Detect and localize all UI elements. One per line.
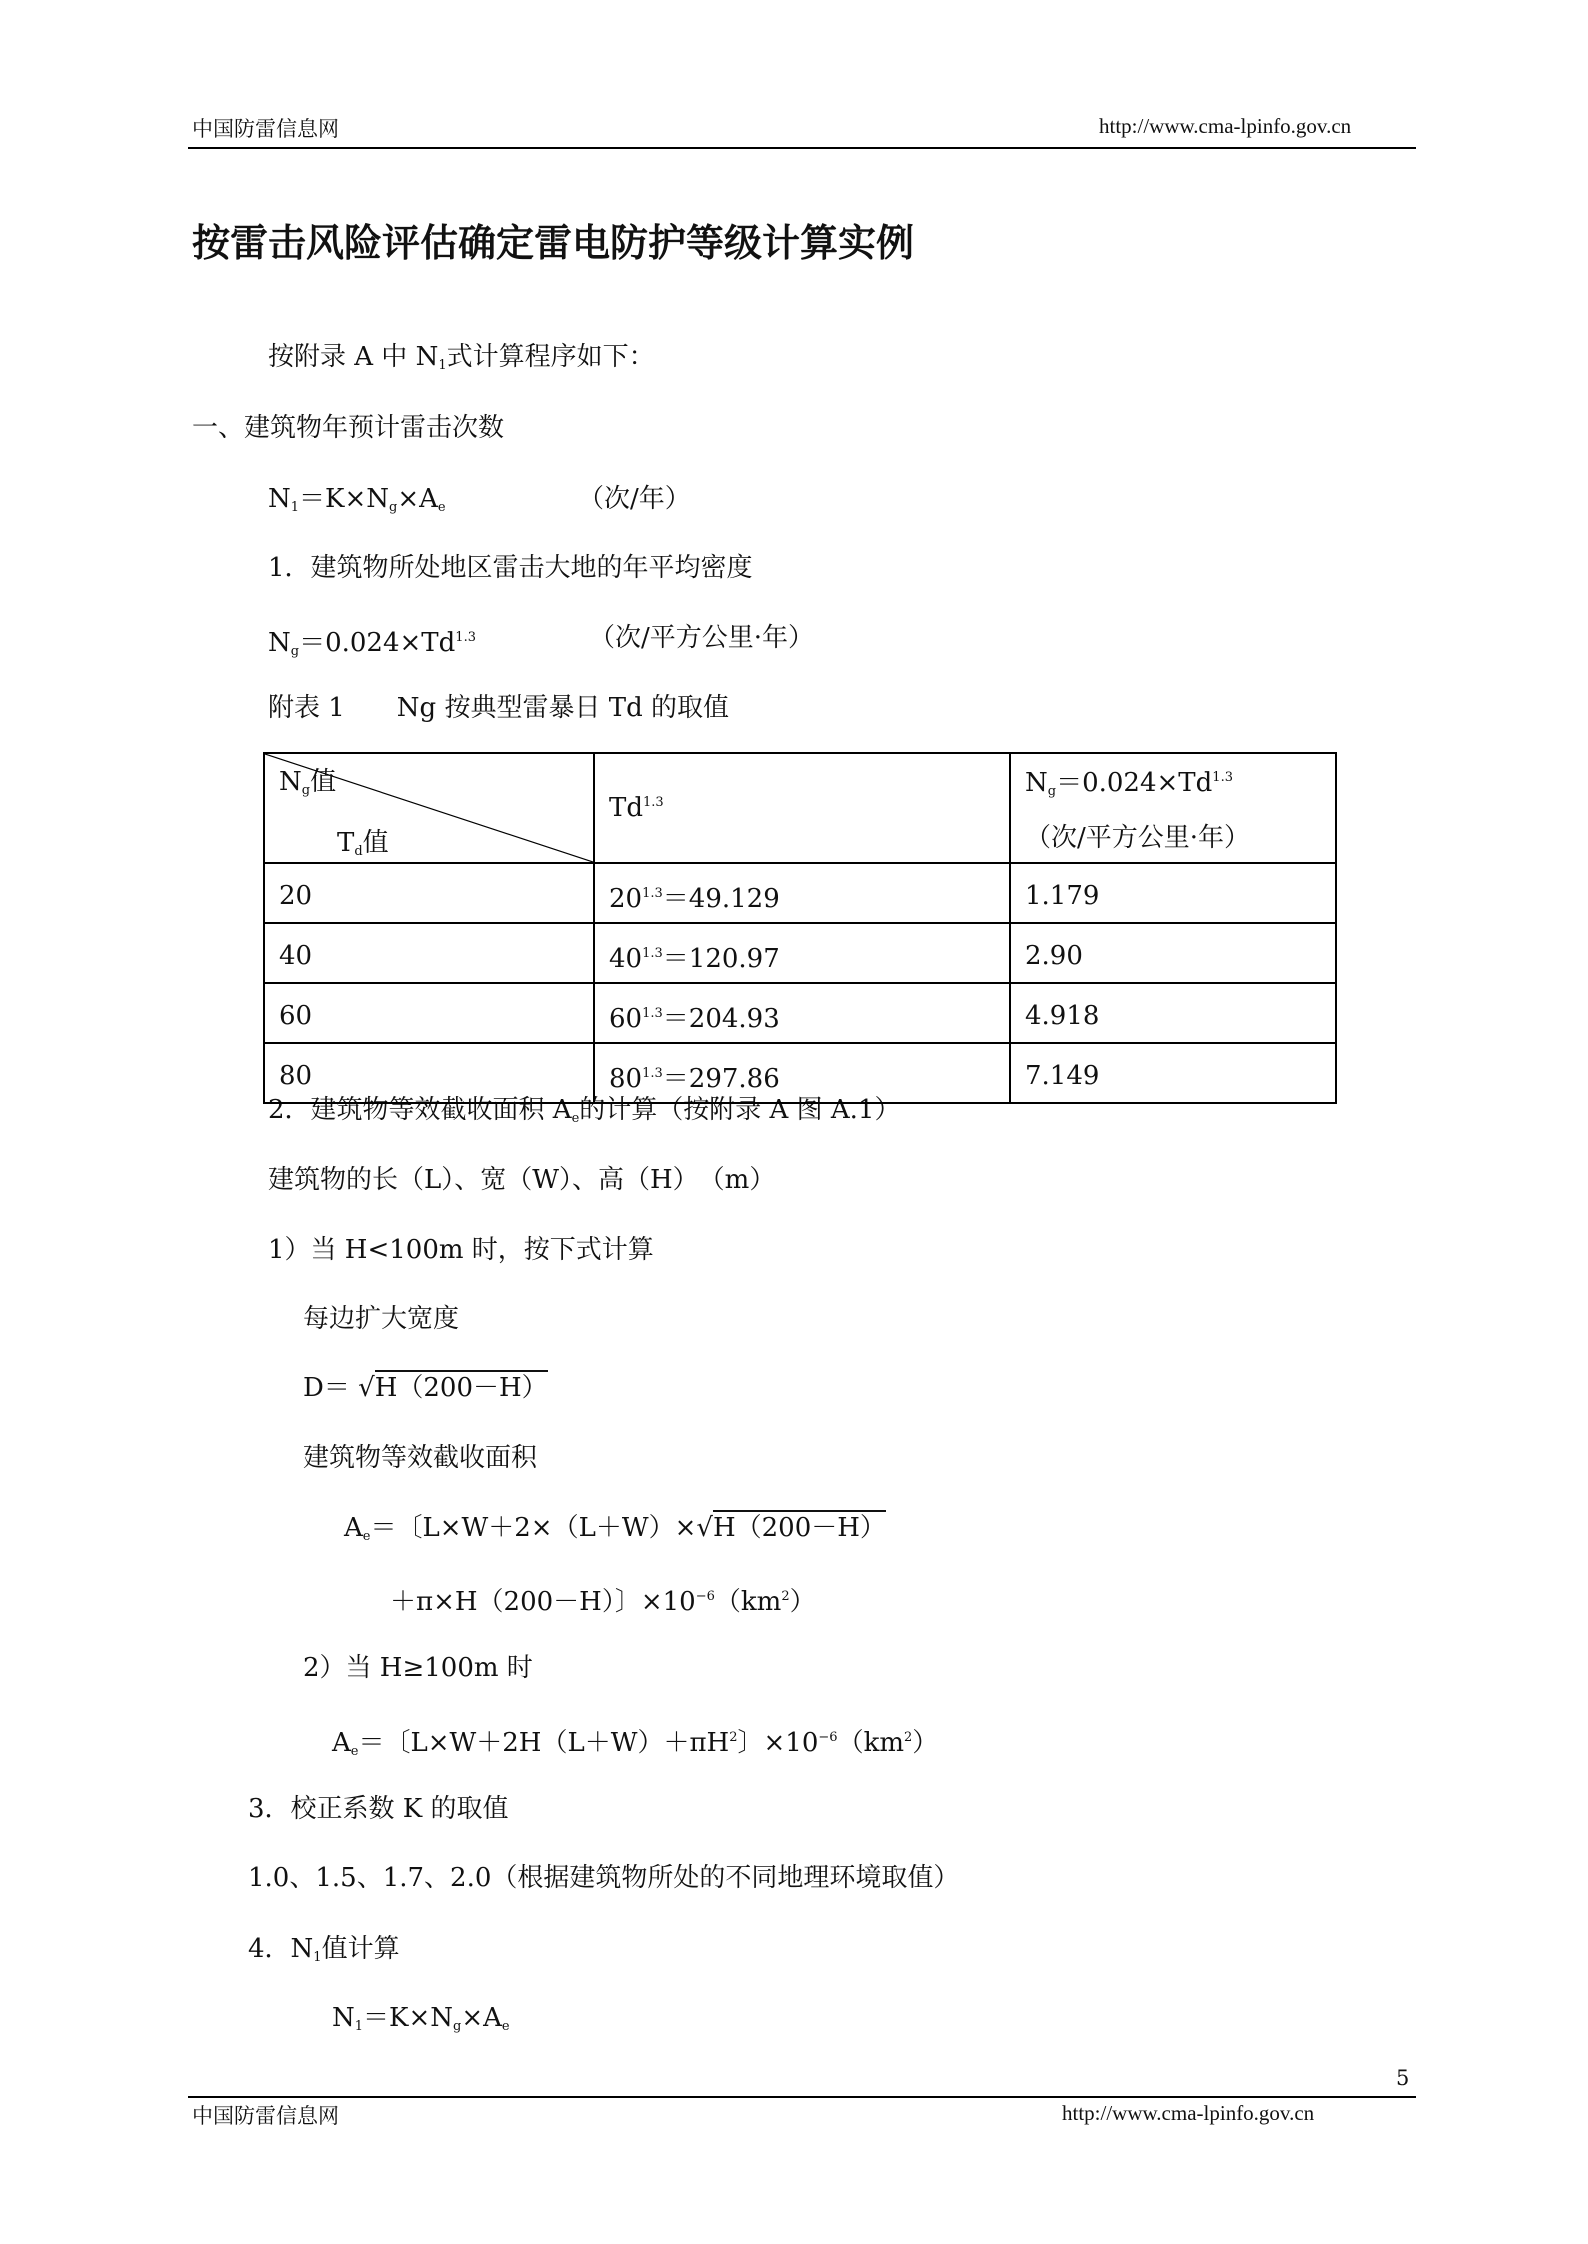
sub-text: 1 [313, 1950, 322, 1965]
sub-text: g [389, 500, 398, 515]
text-segment: （次/平方公里·年） [1025, 823, 1251, 853]
text-segment: ＝0.024×Td [299, 628, 456, 658]
header-td-label [337, 822, 637, 859]
sup-text: −6 [818, 1730, 838, 1745]
text-segment: N [268, 628, 291, 658]
sub-text: 1 [438, 358, 447, 373]
n1-formula [268, 481, 446, 526]
ae-formula-line-2 [390, 1579, 816, 1620]
ng-cell: 1.179 [1010, 863, 1336, 923]
page-number: 5 [1396, 2066, 1410, 2090]
sub-text: g [301, 783, 311, 798]
case-2-heading [303, 1650, 533, 1686]
base: 60 [609, 1003, 643, 1034]
header-divider [188, 147, 1416, 149]
footer-site-name: 中国防雷信息网 [192, 2104, 339, 2128]
header-site-name: 中国防雷信息网 [192, 117, 339, 141]
text-segment: ＝K×N [363, 2003, 453, 2033]
text-segment: Td [609, 793, 643, 823]
td-power-cell [594, 923, 1010, 983]
ae-formula-line-1 [344, 1510, 886, 1555]
page-title: 按雷击风险评估确定雷电防护等级计算实例 [192, 220, 915, 265]
text-segment: 的计算（按附录 A 图 A.1） [579, 1095, 901, 1125]
header-url: http://www.cma-lpinfo.gov.cn [1099, 114, 1352, 138]
text-segment: ＝〔L×W＋2H（L＋W）＋πH [358, 1728, 730, 1758]
sub-text: g [1047, 784, 1057, 799]
text-segment: 附表 1 Ng 按典型雷暴日 Td 的取值 [268, 693, 729, 723]
sqrt-text: H（200－H） [713, 1510, 886, 1543]
text-segment: 值计算 [321, 1934, 400, 1964]
item-3-heading [248, 1791, 509, 1827]
text-segment: ） [789, 1587, 816, 1617]
d-formula [303, 1370, 548, 1406]
base: 80 [609, 1063, 643, 1094]
sup-text: −6 [695, 1589, 715, 1604]
ng-cell: 4.918 [1010, 983, 1336, 1043]
sub-text: 1 [290, 500, 300, 515]
text-segment: 值 [310, 767, 337, 797]
ng-cell: 7.149 [1010, 1043, 1336, 1103]
dimensions-line [268, 1162, 775, 1198]
text-segment: 4．N [248, 1934, 314, 1964]
k-values [248, 1860, 959, 1896]
header-ng-formula [1010, 753, 1336, 863]
text-segment: 2）当 H≥100m 时 [303, 1653, 533, 1683]
n1-unit [578, 481, 691, 517]
table-caption [268, 690, 729, 726]
text-segment: 2．建筑物等效截收面积 A [268, 1095, 572, 1125]
sqrt-text: H（200－H） [375, 1370, 548, 1403]
text-segment: ＝〔L×W＋2×（L＋W）×√ [370, 1513, 713, 1543]
sub-text: d [354, 844, 363, 859]
expand-width-label [303, 1301, 459, 1337]
text-segment: 值 [362, 828, 389, 858]
text-segment: ×A [461, 2003, 502, 2033]
text-segment: ＝K×N [299, 484, 389, 514]
td-power-cell [594, 983, 1010, 1043]
text-segment: 建筑物的长（L）、宽（W）、高（H） （m） [268, 1165, 776, 1195]
sup-text: 1.3 [643, 795, 664, 810]
text-segment: 式计算程序如下： [446, 342, 655, 372]
text-segment: T [337, 828, 355, 858]
text-segment: N [279, 767, 302, 797]
header-ng-formula-label [1025, 762, 1321, 799]
ng-cell: 2.90 [1010, 923, 1336, 983]
base: 20 [609, 883, 643, 914]
text-segment: 1.0、1.5、1.7、2.0（根据建筑物所处的不同地理环境取值） [248, 1863, 960, 1893]
exponent: 1.3 [642, 1005, 663, 1021]
text-segment: 每边扩大宽度 [303, 1304, 460, 1334]
ng-values-table [263, 752, 1337, 1104]
section-1-heading [192, 410, 504, 446]
sub-text: e [571, 1111, 580, 1126]
text-segment: A [332, 1728, 351, 1758]
diagonal-header-cell [264, 753, 594, 863]
header-td-power-label [609, 793, 995, 823]
sub-text: 1 [354, 2019, 364, 2034]
n1-final-formula [332, 2000, 510, 2045]
power-value: ＝49.129 [662, 883, 780, 914]
sup-text: 1.3 [455, 630, 476, 645]
td-cell: 60 [264, 983, 594, 1043]
header-ng-label [279, 761, 579, 798]
base: 40 [609, 943, 643, 974]
td-power-cell [594, 1043, 1010, 1103]
text-segment: N [332, 2003, 355, 2033]
sup-text: 2 [781, 1589, 790, 1604]
text-segment: N [268, 484, 291, 514]
ng-unit [589, 620, 814, 656]
sub-text: e [350, 1744, 359, 1759]
table-row [264, 1043, 1336, 1103]
text-segment: 按附录 A 中 N [268, 342, 439, 372]
table-row [264, 983, 1336, 1043]
td-cell: 20 [264, 863, 594, 923]
sup-text: 2 [903, 1730, 913, 1745]
text-segment: ＝0.024×Td [1056, 768, 1213, 798]
ae-formula-case-2 [332, 1720, 938, 1770]
exponent: 1.3 [642, 885, 663, 901]
intro-line [268, 339, 655, 384]
ng-formula [268, 620, 476, 670]
td-cell: 80 [264, 1043, 594, 1103]
item-1-heading [268, 550, 753, 586]
exponent: 1.3 [642, 1065, 663, 1081]
footer-url: http://www.cma-lpinfo.gov.cn [1062, 2101, 1315, 2125]
sup-text: 1.3 [1212, 770, 1233, 785]
text-segment: ） [912, 1728, 939, 1758]
td-power-cell [594, 863, 1010, 923]
text-segment: 1）当 H<100m 时，按下式计算 [268, 1235, 654, 1265]
text-segment: 建筑物等效截收面积 [303, 1443, 538, 1473]
header-ng-unit [1025, 817, 1321, 854]
text-segment: 3．校正系数 K 的取值 [248, 1794, 509, 1824]
exponent: 1.3 [642, 945, 663, 961]
text-segment: 1．建筑物所处地区雷击大地的年平均密度 [268, 553, 753, 583]
sub-text: e [437, 500, 446, 515]
power-value: ＝297.86 [662, 1063, 780, 1094]
text-segment: 〕×10 [737, 1728, 819, 1758]
text-segment: D＝ √ [303, 1373, 375, 1403]
power-value: ＝204.93 [662, 1003, 780, 1034]
sup-text: 2 [729, 1730, 738, 1745]
footer-divider [188, 2096, 1416, 2098]
text-segment: （次/年） [578, 484, 691, 514]
sub-text: g [290, 644, 300, 659]
table-row [264, 923, 1336, 983]
header-td-power [594, 753, 1010, 863]
text-segment: ×A [397, 484, 438, 514]
sub-text: e [362, 1529, 371, 1544]
item-4-heading [248, 1931, 400, 1976]
text-segment: A [344, 1513, 363, 1543]
sub-text: g [453, 2019, 462, 2034]
text-segment: ＋π×H（200－H）〕×10 [390, 1587, 696, 1617]
td-cell: 40 [264, 923, 594, 983]
text-segment: N [1025, 768, 1048, 798]
power-value: ＝120.97 [662, 943, 780, 974]
text-segment: （km [837, 1728, 904, 1758]
text-segment: 一、建筑物年预计雷击次数 [192, 413, 505, 443]
table-header-row [264, 753, 1336, 863]
text-segment: （km [714, 1587, 782, 1617]
sub-text: e [501, 2019, 510, 2034]
table-row [264, 863, 1336, 923]
text-segment: （次/平方公里·年） [589, 623, 815, 653]
ae-label [303, 1440, 537, 1476]
case-1-heading [268, 1232, 654, 1268]
